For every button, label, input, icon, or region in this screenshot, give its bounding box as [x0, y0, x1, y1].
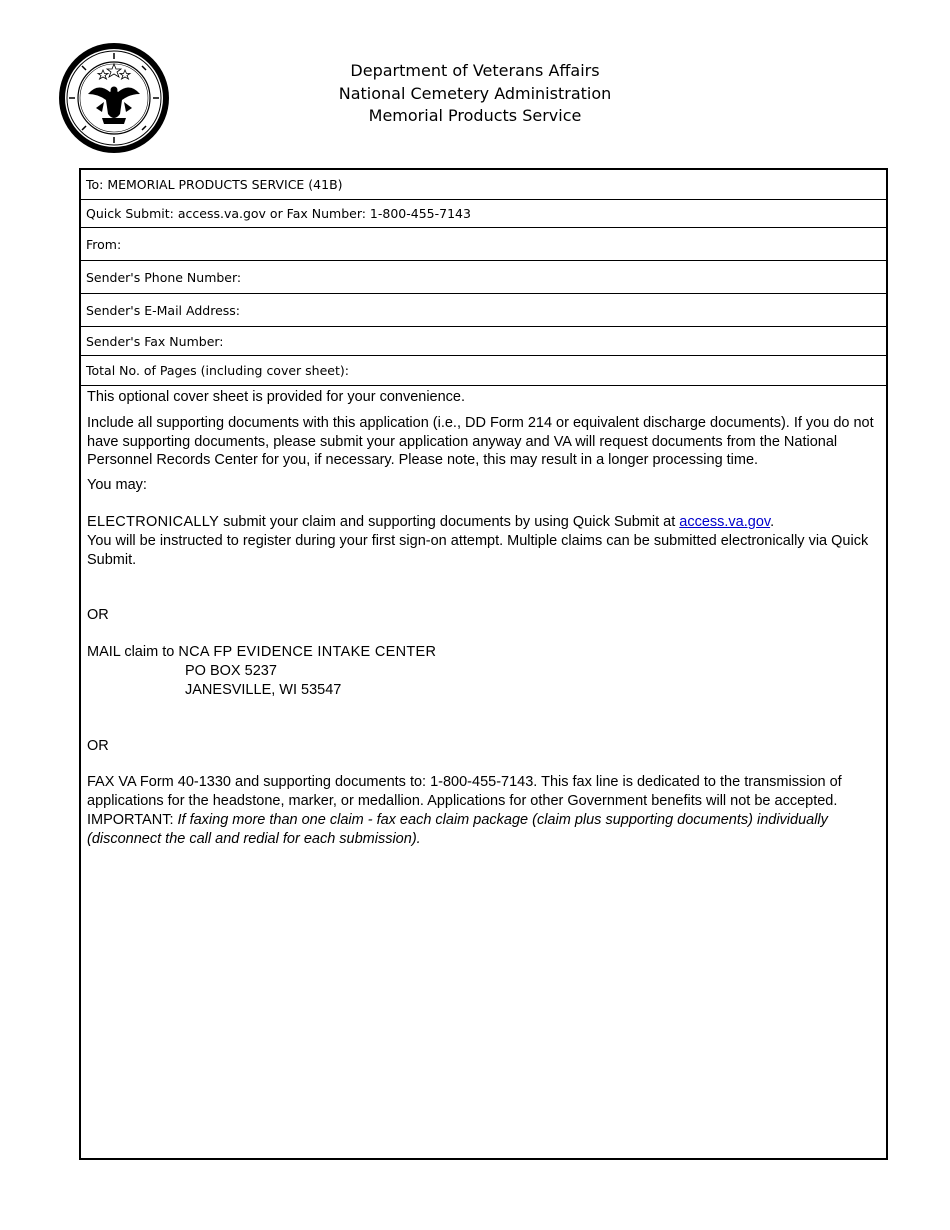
header-department: Department of Veterans Affairs — [350, 61, 600, 80]
quick-submit-label: Quick Submit: access.va.gov or Fax Number: 1-800-455-7143 — [86, 206, 471, 221]
electronic-lead: ELECTRONICALLY — [87, 513, 220, 530]
intro-text: This optional cover sheet is provided for your convenience. — [87, 389, 466, 405]
include-text: Include all supporting documents with this application (i.e., DD Form 214 or equivalent discharge documents). If you do not have supporting documents, please submit your application anyway and VA will request documents from the National Personnel Records Center for you, if necessary. Please note, this may result in a longer processing time. — [87, 414, 874, 469]
electronic-end: . — [770, 513, 775, 530]
mail-paragraph — [87, 643, 877, 662]
email-field[interactable] — [81, 294, 886, 327]
pages-label: Total No. of Pages (including cover sheet): — [86, 363, 349, 378]
fax-field[interactable] — [81, 327, 886, 356]
from-label: From: — [86, 236, 122, 252]
important-paragraph — [87, 811, 877, 849]
page-header — [290, 60, 660, 128]
header-service: Memorial Products Service — [368, 106, 582, 125]
mail-address-line2: PO BOX 5237 — [185, 662, 277, 679]
mail-lead: MAIL claim to — [87, 644, 179, 661]
phone-label: Sender's Phone Number: — [86, 269, 242, 285]
pages-field[interactable] — [81, 356, 886, 386]
instructions — [87, 388, 877, 849]
mail-address-line3: JANESVILLE, WI 53547 — [185, 681, 342, 698]
important-label: IMPORTANT: — [87, 811, 178, 828]
or-divider-2: OR — [87, 737, 109, 754]
or-divider-1: OR — [87, 607, 109, 624]
header-administration: National Cemetery Administration — [338, 83, 612, 103]
phone-field[interactable] — [81, 261, 886, 294]
you-may-text: You may: — [87, 477, 147, 494]
access-va-link[interactable]: access.va.gov — [679, 513, 771, 530]
to-label: To: MEMORIAL PRODUCTS SERVICE (41B) — [86, 177, 343, 192]
from-field[interactable] — [81, 228, 886, 261]
electronic-paragraph — [87, 513, 877, 532]
email-label: Sender's E-Mail Address: — [86, 302, 240, 318]
mail-address-line1: NCA FP EVIDENCE INTAKE CENTER — [178, 644, 437, 661]
fax-label: Sender's Fax Number: — [86, 333, 224, 349]
cover-sheet-form — [79, 168, 888, 1160]
important-text: If faxing more than one claim - fax each claim package (claim plus supporting documents) individually (disconnect the call and redial for each submission). — [87, 811, 828, 847]
register-text: You will be instructed to register during your first sign-on attempt. Multiple claims can be submitted electronically via Quick Submit. — [87, 532, 869, 568]
va-seal-icon — [58, 42, 170, 154]
va-seal-logo — [58, 42, 170, 154]
electronic-text: submit your claim and supporting documents by using Quick Submit at — [219, 513, 680, 530]
fax-paragraph: FAX VA Form 40-1330 and supporting documents to: 1-800-455-7143. This fax line is dedicated to the transmission of applications for the headstone, marker, or medallion. Applications for other Government benefits will not be accepted. — [87, 774, 842, 810]
quick-submit-field — [81, 200, 886, 228]
to-field — [81, 170, 886, 200]
